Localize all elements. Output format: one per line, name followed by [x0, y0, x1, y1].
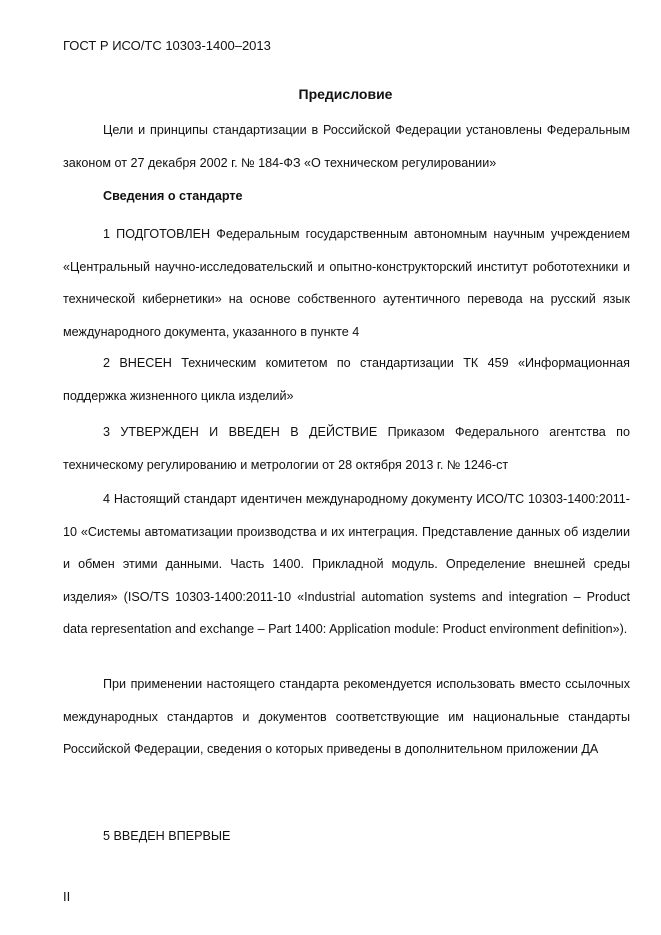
document-code-header: ГОСТ Р ИСО/ТС 10303-1400–2013	[63, 38, 271, 53]
item-5-paragraph: 5 ВВЕДЕН ВПЕРВЫЕ	[103, 829, 231, 843]
page-title: Предисловие	[298, 86, 393, 102]
item-3-paragraph: 3 УТВЕРЖДЕН И ВВЕДЕН В ДЕЙСТВИЕ Приказом Федерального агентства по техническому регулированию и метрологии от 28 октября 2013 г. № 1246-ст	[63, 425, 630, 472]
page-number: II	[63, 889, 71, 904]
item-2-paragraph: 2 ВНЕСЕН Техническим комитетом по стандартизации ТК 459 «Информационная поддержка жизненного цикла изделий»	[63, 356, 630, 403]
section-subheading: Сведения о стандарте	[103, 189, 243, 203]
note-paragraph: При применении настоящего стандарта рекомендуется использовать вместо ссылочных международных стандартов и документов соответствующие им национальные стандарты Российской Федерации, сведения о которых приведены в дополнительном приложении ДА	[63, 677, 630, 756]
item-1-paragraph: 1 ПОДГОТОВЛЕН Федеральным государственным автономным научным учреждением «Центральный научно-исследовательский и опытно-конструкторский институт робототехники и технической кибернетики» на основе собственного аутентичного перевода на русский язык международного документа, указанного в пункте 4	[63, 227, 630, 339]
intro-paragraph: Цели и принципы стандартизации в Российской Федерации установлены Федеральным законом от 27 декабря 2002 г. № 184-ФЗ «О техническом регулировании»	[63, 123, 630, 170]
item-4-paragraph: 4 Настоящий стандарт идентичен международному документу ИСО/ТС 10303-1400:2011-10 «Системы автоматизации производства и их интеграция. Представление данных об изделии и обмен этими данными. Часть 1400. Прикладной модуль. Определение внешней среды изделия» (ISO/TS 10303-1400:2011-10 «Industrial automation systems and integration – Product data representation and exchange – Part 1400: Application module: Product environment definition»).	[63, 492, 630, 636]
